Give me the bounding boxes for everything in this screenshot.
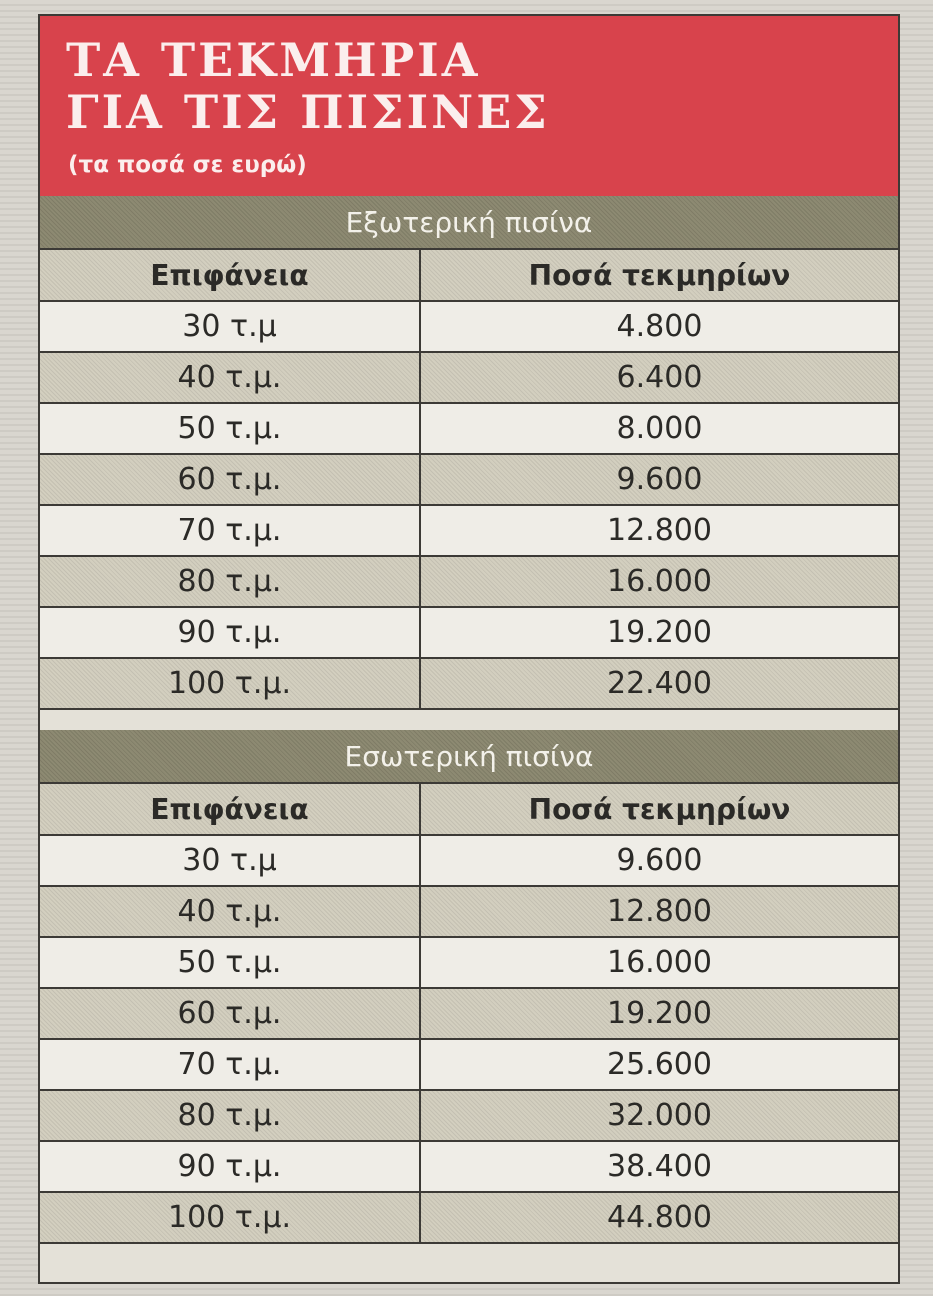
cell-area: 70 τ.μ. <box>40 505 420 556</box>
cell-area: 40 τ.μ. <box>40 352 420 403</box>
table-row <box>40 454 898 505</box>
table-row <box>40 937 898 988</box>
cell-area: 90 τ.μ. <box>40 607 420 658</box>
cell-area: 30 τ.μ <box>40 301 420 352</box>
indoor-pool-table <box>40 784 898 1244</box>
page-title <box>66 34 550 138</box>
table-row <box>40 1192 898 1243</box>
cell-area: 100 τ.μ. <box>40 1192 420 1243</box>
cell-amount: 32.000 <box>420 1090 898 1141</box>
table-row <box>40 658 898 709</box>
table-row <box>40 505 898 556</box>
cell-area: 70 τ.μ. <box>40 1039 420 1090</box>
cell-amount: 6.400 <box>420 352 898 403</box>
cell-amount: 16.000 <box>420 556 898 607</box>
cell-amount: 9.600 <box>420 835 898 886</box>
pool-tax-table-card <box>38 14 900 1284</box>
cell-area: 80 τ.μ. <box>40 1090 420 1141</box>
cell-amount: 4.800 <box>420 301 898 352</box>
cell-amount: 19.200 <box>420 988 898 1039</box>
cell-amount: 16.000 <box>420 937 898 988</box>
table-row <box>40 1141 898 1192</box>
table-row <box>40 403 898 454</box>
section-header-indoor: Εσωτερική πισίνα <box>40 730 898 784</box>
cell-amount: 12.800 <box>420 505 898 556</box>
column-header-area: Επιφάνεια <box>40 784 420 835</box>
cell-amount: 44.800 <box>420 1192 898 1243</box>
table-row <box>40 886 898 937</box>
section-header-outdoor: Εξωτερική πισίνα <box>40 196 898 250</box>
cell-area: 50 τ.μ. <box>40 937 420 988</box>
table-row <box>40 352 898 403</box>
title-banner <box>40 16 898 196</box>
cell-area: 80 τ.μ. <box>40 556 420 607</box>
table-header-row <box>40 250 898 301</box>
table-row <box>40 988 898 1039</box>
column-header-amount: Ποσά τεκμηρίων <box>420 250 898 301</box>
cell-amount: 8.000 <box>420 403 898 454</box>
table-header-row <box>40 784 898 835</box>
cell-area: 100 τ.μ. <box>40 658 420 709</box>
cell-amount: 12.800 <box>420 886 898 937</box>
table-row <box>40 556 898 607</box>
table-row <box>40 1039 898 1090</box>
cell-amount: 38.400 <box>420 1141 898 1192</box>
cell-area: 90 τ.μ. <box>40 1141 420 1192</box>
table-row <box>40 835 898 886</box>
cell-area: 50 τ.μ. <box>40 403 420 454</box>
cell-amount: 22.400 <box>420 658 898 709</box>
cell-amount: 19.200 <box>420 607 898 658</box>
outdoor-pool-table <box>40 250 898 710</box>
table-row <box>40 301 898 352</box>
column-header-amount: Ποσά τεκμηρίων <box>420 784 898 835</box>
cell-area: 40 τ.μ. <box>40 886 420 937</box>
title-line-2: ΓΙΑ ΤΙΣ ΠΙΣΙΝΕΣ <box>66 85 550 139</box>
table-row <box>40 1090 898 1141</box>
table-row <box>40 607 898 658</box>
title-line-1: ΤΑ ΤΕΚΜΗΡΙΑ <box>66 33 481 87</box>
cell-area: 60 τ.μ. <box>40 988 420 1039</box>
cell-amount: 9.600 <box>420 454 898 505</box>
column-header-area: Επιφάνεια <box>40 250 420 301</box>
cell-amount: 25.600 <box>420 1039 898 1090</box>
cell-area: 60 τ.μ. <box>40 454 420 505</box>
cell-area: 30 τ.μ <box>40 835 420 886</box>
subtitle: (τα ποσά σε ευρώ) <box>68 152 307 178</box>
